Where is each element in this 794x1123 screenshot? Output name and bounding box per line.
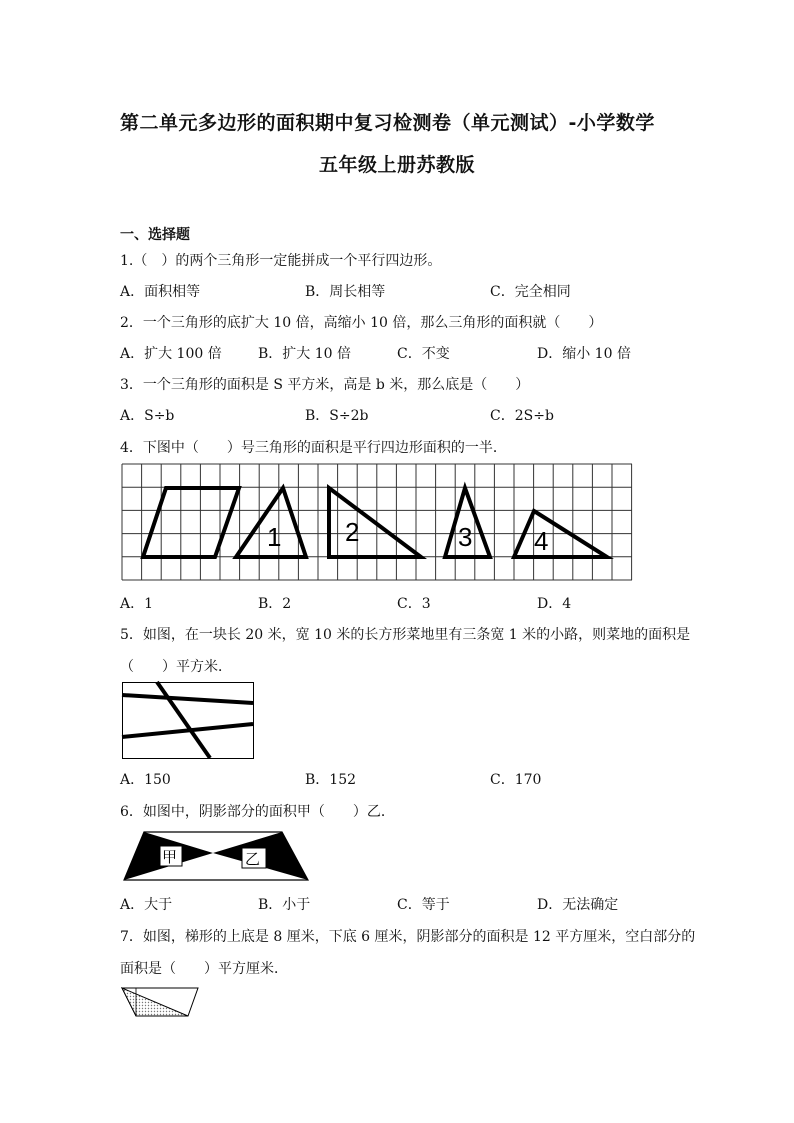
- question-1-option-c: C．完全相同: [490, 284, 571, 300]
- question-5-text-line1: 5．如图，在一块长 20 米，宽 10 米的长方形菜地里有三条宽 1 米的小路，则菜地的面积是: [120, 627, 691, 643]
- question-1-option-b: B．周长相等: [305, 284, 386, 300]
- question-3-option-a: A．S÷b: [120, 408, 175, 424]
- question-2-option-c: C．不变: [397, 346, 450, 362]
- question-7-trapezoid-figure: [120, 986, 200, 1018]
- question-4-option-b: B．2: [258, 596, 292, 612]
- question-6-option-c: C．等于: [397, 897, 450, 913]
- triangle-2-label: 2: [345, 517, 360, 547]
- triangle-2-shape: [329, 488, 421, 557]
- question-3-option-c: C．2S÷b: [490, 408, 554, 424]
- document-title-line1: 第二单元多边形的面积期中复习检测卷（单元测试）-小学数学: [120, 112, 655, 134]
- question-2-option-b: B．扩大 10 倍: [258, 346, 352, 362]
- label-jia: 甲: [162, 848, 178, 866]
- question-4-grid-figure: [122, 464, 632, 581]
- triangle-4-label: 4: [534, 526, 549, 556]
- question-4-option-c: C．3: [397, 596, 431, 612]
- triangle-3-label: 3: [458, 522, 473, 552]
- question-7-text-line2: 面积是（ ）平方厘米．: [120, 961, 288, 977]
- question-5-garden-figure: [122, 682, 254, 760]
- question-3-text: 3．一个三角形的面积是 S 平方米，高是 b 米，那么底是（ ）: [120, 377, 530, 393]
- question-5-option-c: C．170: [490, 772, 542, 788]
- label-yi: 乙: [245, 850, 261, 868]
- question-4-text: 4．下图中（ ）号三角形的面积是平行四边形面积的一半．: [120, 440, 507, 456]
- question-6-trapezoid-figure: [122, 830, 310, 882]
- question-6-option-b: B．小于: [258, 897, 311, 913]
- question-2-text: 2．一个三角形的底扩大 10 倍，高缩小 10 倍，那么三角形的面积就（ ）: [120, 315, 603, 331]
- question-6-option-a: A．大于: [120, 897, 173, 913]
- question-5-option-b: B．152: [305, 772, 357, 788]
- question-2-option-a: A．扩大 100 倍: [120, 346, 222, 362]
- question-1-option-a: A．面积相等: [120, 284, 201, 300]
- question-6-option-d: D．无法确定: [537, 897, 619, 913]
- question-7-text-line1: 7．如图，梯形的上底是 8 厘米，下底 6 厘米，阴影部分的面积是 12 平方厘米，空白部分的: [120, 929, 696, 945]
- question-2-option-d: D．缩小 10 倍: [537, 346, 631, 362]
- question-6-text: 6．如图中，阴影部分的面积甲（ ）乙．: [120, 804, 395, 820]
- question-4-option-d: D．4: [537, 596, 572, 612]
- question-5-text-line2: （ ）平方米．: [120, 659, 232, 675]
- question-4-option-a: A．1: [120, 596, 154, 612]
- document-title-line2: 五年级上册苏教版: [319, 154, 476, 176]
- section-heading: 一、选择题: [120, 227, 190, 243]
- triangle-1-label: 1: [267, 522, 282, 552]
- question-3-option-b: B．S÷2b: [305, 408, 369, 424]
- parallelogram-shape: [143, 488, 239, 557]
- question-1-text: 1.（ ）的两个三角形一定能拼成一个平行四边形。: [120, 253, 442, 269]
- question-5-option-a: A．150: [120, 772, 171, 788]
